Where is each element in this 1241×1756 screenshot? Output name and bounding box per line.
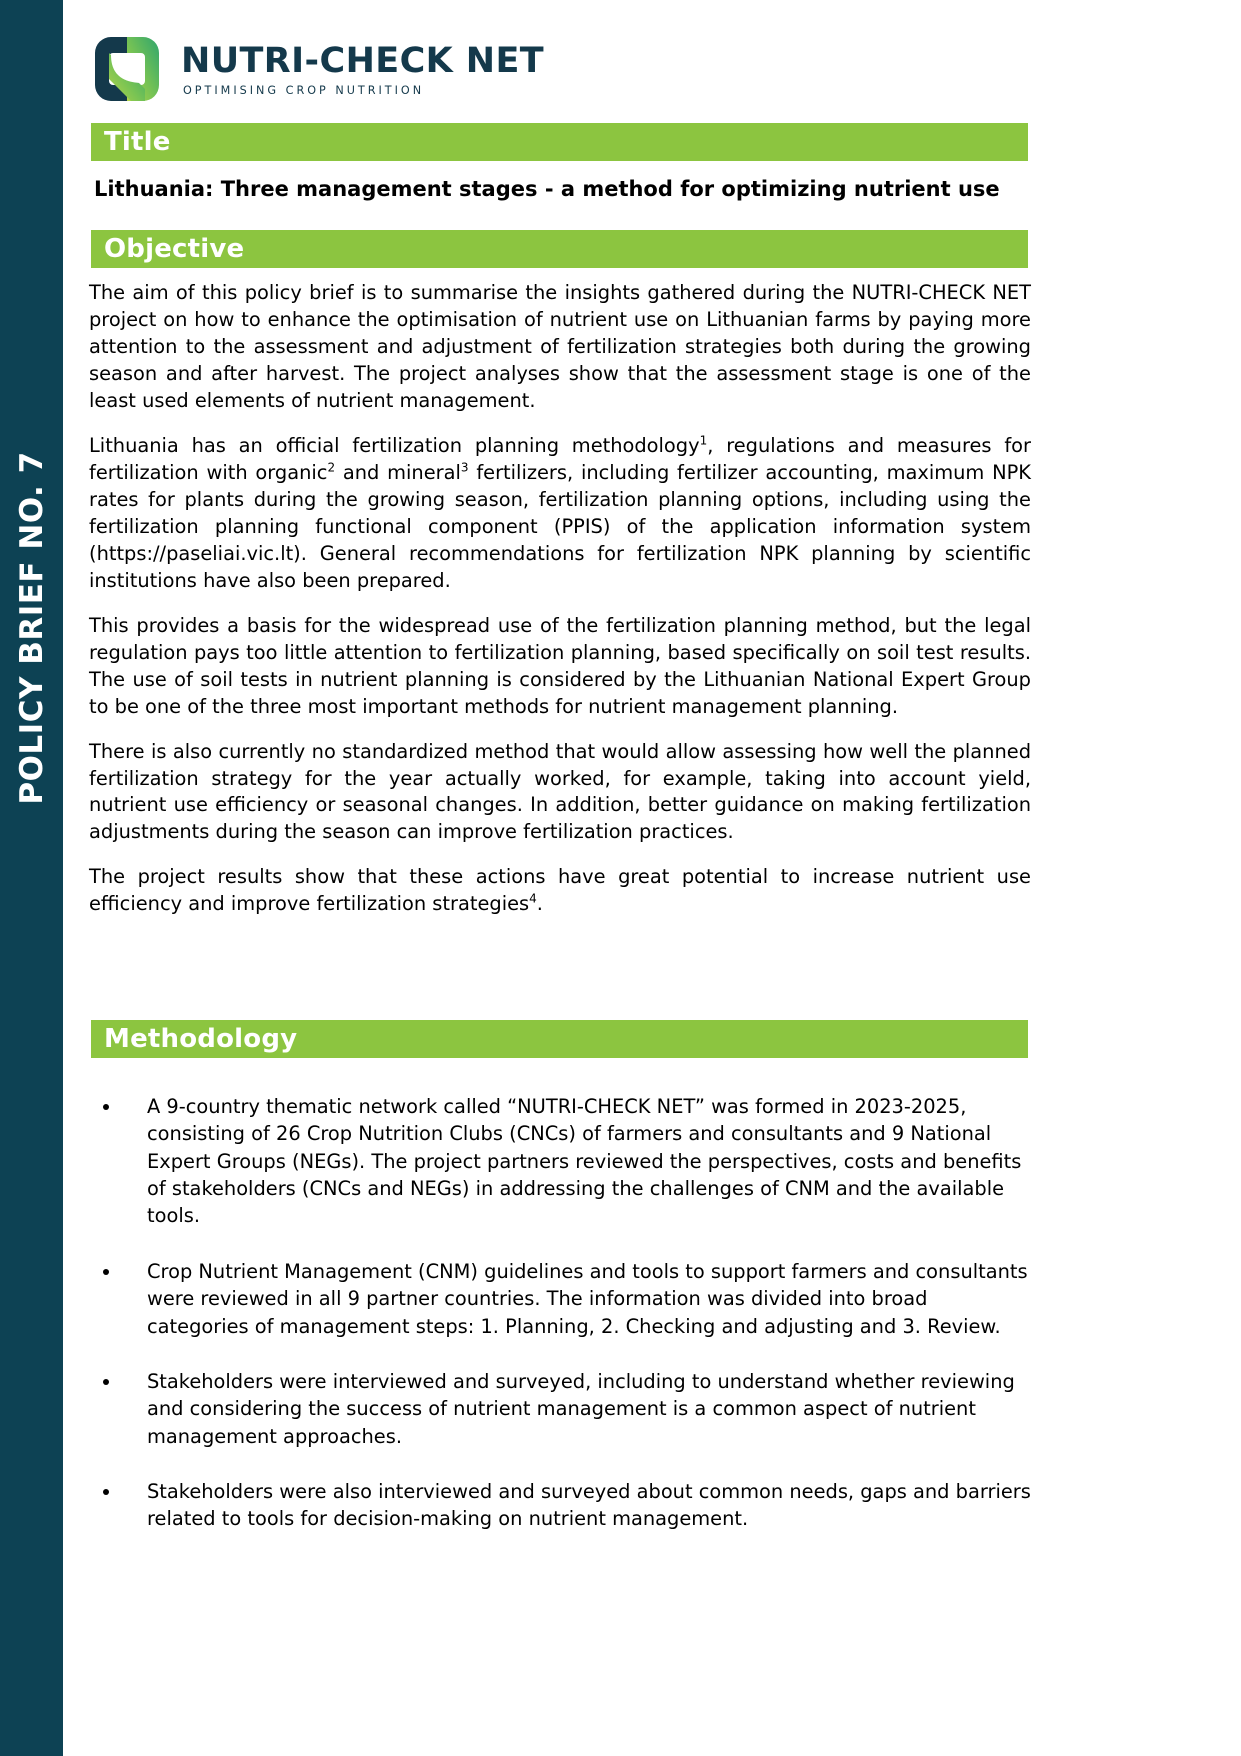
policy-brief-sidebar <box>0 0 63 1756</box>
objective-paragraph: The project results show that these actions have great potential to increase nutrient use efficiency and improve fertilization strategies$^4$. <box>89 865 1031 916</box>
brand-name: NUTRI-CHECK NET <box>181 40 545 81</box>
bullet-dot-icon <box>103 1489 109 1495</box>
section-header-title-label: Title <box>104 127 171 157</box>
list-item-text: Crop Nutrient Management (CNM) guidelines and tools to support farmers and consultants were reviewed in all 9 partner countries. The information was divided into broad categories of management steps: 1. Planning, 2. Checking and adjusting and 3. Review. <box>147 1259 1028 1338</box>
brand-logo <box>91 33 544 105</box>
list-item-text: Stakeholders were interviewed and surveyed, including to understand whether reviewing and considering the success of nutrient management is a common aspect of nutrient management approaches. <box>147 1369 1015 1448</box>
list-item-text: Stakeholders were also interviewed and surveyed about common needs, gaps and barriers related to tools for decision-making on nutrient management. <box>147 1479 1031 1531</box>
list-item <box>89 1258 1031 1340</box>
nutri-check-net-leaf-logo-icon <box>91 33 163 105</box>
objective-paragraph: Lithuania has an official fertilization planning methodology$^1$, regulations and measures for fertilization with organic$^2$ and mineral$^3$ fertilizers, including fertilizer accounting, maximum NPK rates for plants during the growing season, fertilization planning options, including using the fertilization planning functional component (PPIS) of the application information system (https://paseliai.vic.lt). General recommendations for fertilization NPK planning by scientific institutions have also been prepared. <box>89 433 1032 592</box>
objective-paragraph: The aim of this policy brief is to summarise the insights gathered during the NUTRI-CHECK NET project on how to enhance the optimisation of nutrient use on Lithuanian farms by paying more attention to the assessment and adjustment of fertilization strategies both during the growing season and after harvest. The project analyses show that the assessment stage is one of the least used elements of nutrient management. <box>89 281 1031 412</box>
list-item <box>89 1093 1031 1230</box>
bullet-dot-icon <box>103 1104 109 1110</box>
document-title: Lithuania: Three management stages - a method for optimizing nutrient use <box>94 177 1000 201</box>
brand-wordmark <box>181 42 544 97</box>
objective-paragraph: This provides a basis for the widespread use of the fertilization planning method, but the legal regulation pays too little attention to fertilization planning, based specifically on soil test results. The use of soil tests in nutrient planning is considered by the Lithuanian National Expert Group to be one of the three most important methods for nutrient management planning. <box>89 613 1031 718</box>
section-header-title <box>91 123 1028 161</box>
section-header-objective-label: Objective <box>104 234 245 264</box>
document-page <box>63 0 1241 1756</box>
section-header-methodology-label: Methodology <box>104 1024 298 1054</box>
bullet-dot-icon <box>103 1269 109 1275</box>
objective-body <box>89 280 1031 918</box>
list-item-text: A 9-country thematic network called “NUTRI-CHECK NET” was formed in 2023-2025, consisting of 26 Crop Nutrition Clubs (CNCs) of farmers and consultants and 9 National Expert Groups (NEGs). The project partners reviewed the perspectives, costs and benefits of stakeholders (CNCs and NEGs) in addressing the challenges of CNM and the available tools. <box>147 1095 1022 1228</box>
section-header-methodology <box>91 1020 1028 1058</box>
list-item <box>89 1368 1031 1450</box>
policy-brief-number-label: POLICY BRIEF NO. 7 <box>13 451 50 805</box>
list-item <box>89 1478 1031 1533</box>
bullet-dot-icon <box>103 1379 109 1385</box>
methodology-bullet-list <box>89 1093 1031 1533</box>
section-header-objective <box>91 230 1028 268</box>
objective-paragraph: There is also currently no standardized method that would allow assessing how well the planned fertilization strategy for the year actually worked, for example, taking into account yield, nutrient use efficiency or seasonal changes. In addition, better guidance on making fertilization adjustments during the season can improve fertilization practices. <box>89 739 1031 844</box>
brand-tagline: OPTIMISING CROP NUTRITION <box>183 83 425 97</box>
